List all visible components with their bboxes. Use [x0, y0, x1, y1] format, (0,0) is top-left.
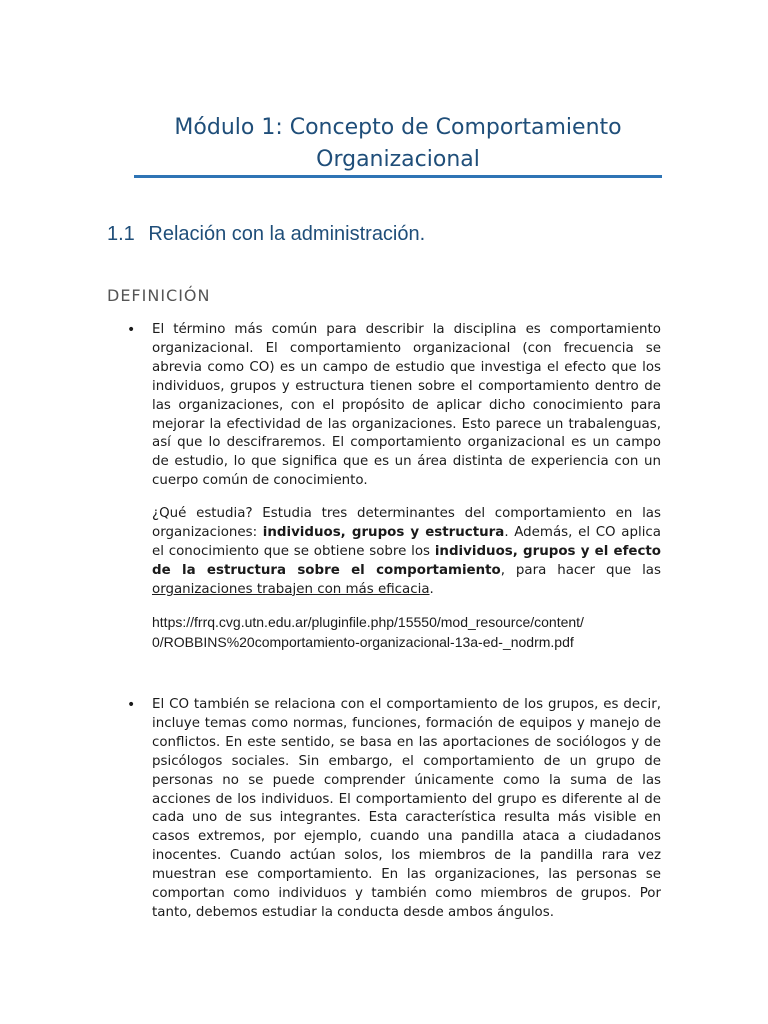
section-title: Relación con la administración.	[148, 223, 426, 245]
what-it-studies-paragraph	[152, 505, 661, 600]
section-heading	[107, 221, 425, 247]
page-title-line-2: Organizacional	[316, 147, 480, 172]
bullet-paragraph-1: El término más común para describir la disciplina es comportamiento organizacional. El comportamiento organizacional (con frecuencia se abrevia como CO) es un campo de estudio que investiga el efecto que los individuos, grupos y estructura tienen sobre el comportamiento dentro de las organizaciones, con el propósito de aplicar dicho conocimiento para mejorar la efectividad de las organizaciones. Esto parece un trabalenguas, así que lo descifraremos. El comportamiento organizacional es un campo de estudio, lo que significa que es un área distinta de experiencia con un cuerpo común de conocimiento.	[152, 322, 661, 489]
para2-text-1: ¿Qué estudia? Estudia tres determinantes del comportamiento en las organizaciones:	[152, 506, 661, 540]
bullet-marker-2: •	[127, 697, 136, 713]
page-title-line-1: Módulo 1: Concepto de Comportamiento	[174, 115, 622, 140]
source-url-line-2[interactable]: 0/ROBBINS%20comportamiento-organizacional-13a-ed-_nodrm.pdf	[152, 634, 574, 650]
source-url-line-1[interactable]: https://frrq.cvg.utn.edu.ar/pluginfile.php/15550/mod_resource/content/	[152, 614, 584, 630]
para2-underlined-text: organizaciones trabajen con más eficacia	[152, 581, 430, 597]
para2-text-3: , para hacer que las	[500, 562, 661, 578]
source-url[interactable]	[152, 612, 672, 652]
para2-bold-1: individuos, grupos y estructura	[262, 524, 505, 540]
page-title	[134, 112, 662, 176]
bullet-paragraph-2: El CO también se relaciona con el comportamiento de los grupos, es decir, incluye temas como normas, funciones, formación de equipos y manejo de conflictos. En este sentido, se basa en las aportaciones de sociólogos y de psicólogos sociales. Sin embargo, el comportamiento de un grupo de personas no se puede comprender únicamente como la suma de las acciones de los individuos. El comportamiento del grupo es diferente al de cada uno de sus integrantes. Esta característica resulta más visible en casos extremos, por ejemplo, cuando una pandilla ataca a ciudadanos inocentes. Cuando actúan solos, los miembros de la pandilla rara vez muestran ese comportamiento. En las organizaciones, las personas se comportan como individuos y también como miembros de grupos. Por tanto, debemos estudiar la conducta desde ambos ángulos.	[152, 697, 661, 920]
para2-bold-2: individuos, grupos y el efecto de la estructura sobre el comportamiento	[152, 543, 662, 578]
bullet-marker-1: •	[127, 322, 136, 338]
definition-subheading: DEFINICIÓN	[107, 286, 211, 305]
section-number: 1.1	[107, 223, 135, 245]
para2-text-2: . Además, el CO aplica el conocimiento que se obtiene sobre los	[152, 524, 661, 559]
title-underline-rule	[134, 175, 662, 178]
para2-text-4: .	[429, 581, 434, 597]
